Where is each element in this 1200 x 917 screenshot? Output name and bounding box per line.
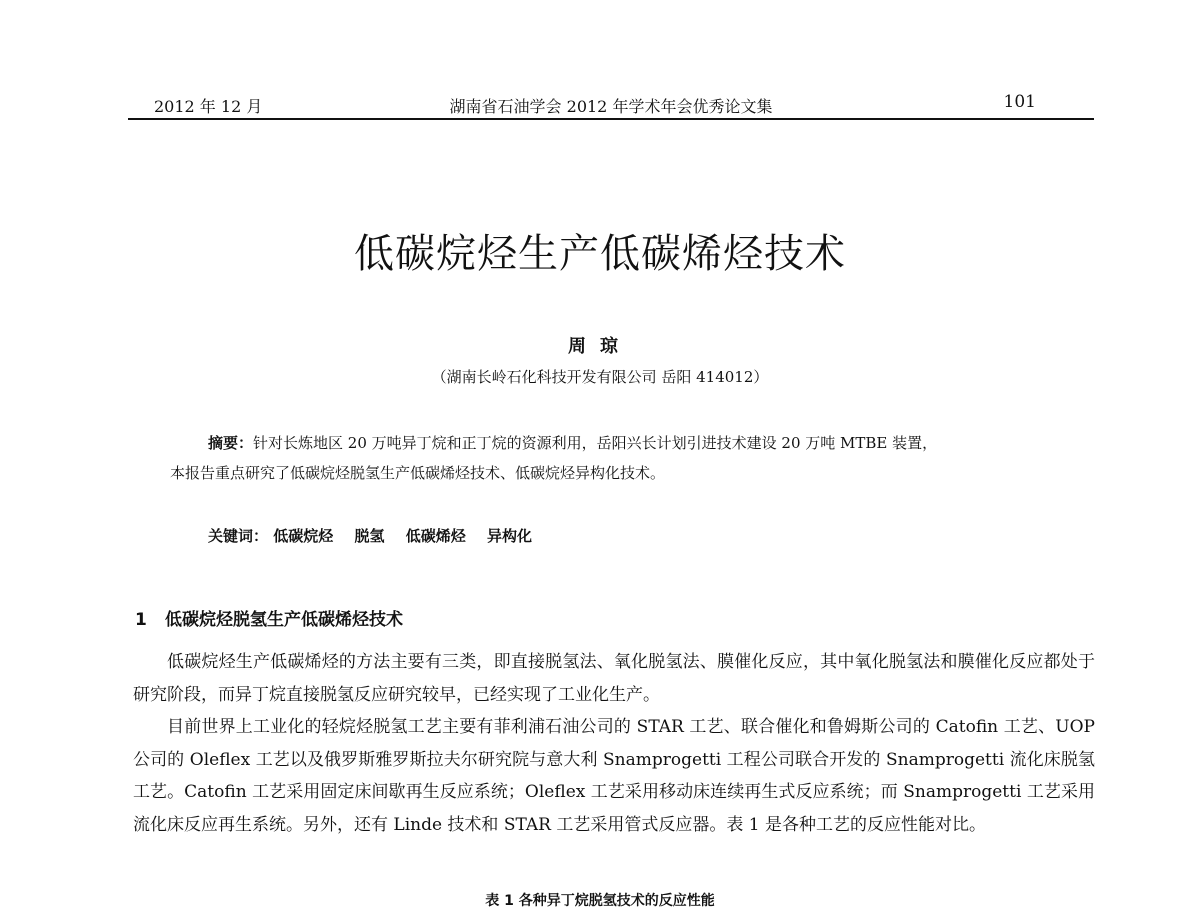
keyword-4: 异构化 bbox=[487, 527, 533, 545]
abstract-line-2: 本报告重点研究了低碳烷烃脱氢生产低碳烯烃技术、低碳烷烃异构化技术。 bbox=[170, 464, 666, 482]
paper-title: 低碳烷烃生产低碳烯烃技术 bbox=[354, 231, 846, 277]
table-1-caption: 表 1 各种异丁烷脱氢技术的反应性能 bbox=[485, 893, 715, 909]
author-affiliation: （湖南长岭石化科技开发有限公司 岳阳 414012） bbox=[431, 368, 769, 386]
keywords bbox=[208, 525, 548, 546]
abstract-text-1: 针对长炼地区 20 万吨异丁烷和正丁烷的资源利用，岳阳兴长计划引进技术建设 20 万吨 MTBE 装置， bbox=[253, 434, 938, 452]
paragraph-1: 低碳烷烃生产低碳烯烃的方法主要有三类，即直接脱氢法、氧化脱氢法、膜催化反应，其中氧化脱氢法和膜催化反应都处于研究阶段，而异丁烷直接脱氢反应研究较早，已经实现了工业化生产。 bbox=[133, 652, 1095, 705]
header-page-number: 101 bbox=[1003, 92, 1036, 112]
abstract bbox=[170, 428, 1070, 488]
abstract-label: 摘要： bbox=[208, 434, 254, 452]
section-1-body bbox=[133, 646, 1095, 841]
abstract-line-1 bbox=[170, 428, 1070, 458]
keyword-3: 低碳烯烃 bbox=[405, 527, 466, 545]
paragraph-2: 目前世界上工业化的轻烷烃脱氢工艺主要有菲利浦石油公司的 STAR 工艺、联合催化和鲁姆斯公司的 Catofin 工艺、UOP 公司的 Oleflex 工艺以及俄罗斯雅罗斯拉夫尔研究院与意大利 Snamprogetti 工程公司联合开发的 Snamprogetti 流化床脱氢工艺。Catofin 工艺采用固定床间歇再生反应系统；Oleflex 工艺采用移动床连续再生式反应系统；而 Snamprogetti 工艺采用流化床反应再生系统。另外，还有 Linde 技术和 STAR 工艺采用管式反应器。表 1 是各种工艺的反应性能对比。 bbox=[133, 717, 1095, 835]
section-1-title: 低碳烷烃脱氢生产低碳烯烃技术 bbox=[165, 610, 403, 630]
header-date: 2012 年 12 月 bbox=[154, 97, 263, 116]
author-name: 周琼 bbox=[568, 336, 632, 357]
section-1-heading bbox=[135, 605, 403, 630]
keywords-label: 关键词： bbox=[208, 527, 269, 545]
header-rule bbox=[128, 118, 1094, 120]
running-header bbox=[128, 92, 1094, 120]
section-1-number: 1 bbox=[135, 610, 147, 630]
keyword-1: 低碳烷烃 bbox=[273, 527, 334, 545]
keyword-2: 脱氢 bbox=[354, 527, 385, 545]
header-journal-title: 湖南省石油学会 2012 年学术年会优秀论文集 bbox=[449, 97, 773, 116]
